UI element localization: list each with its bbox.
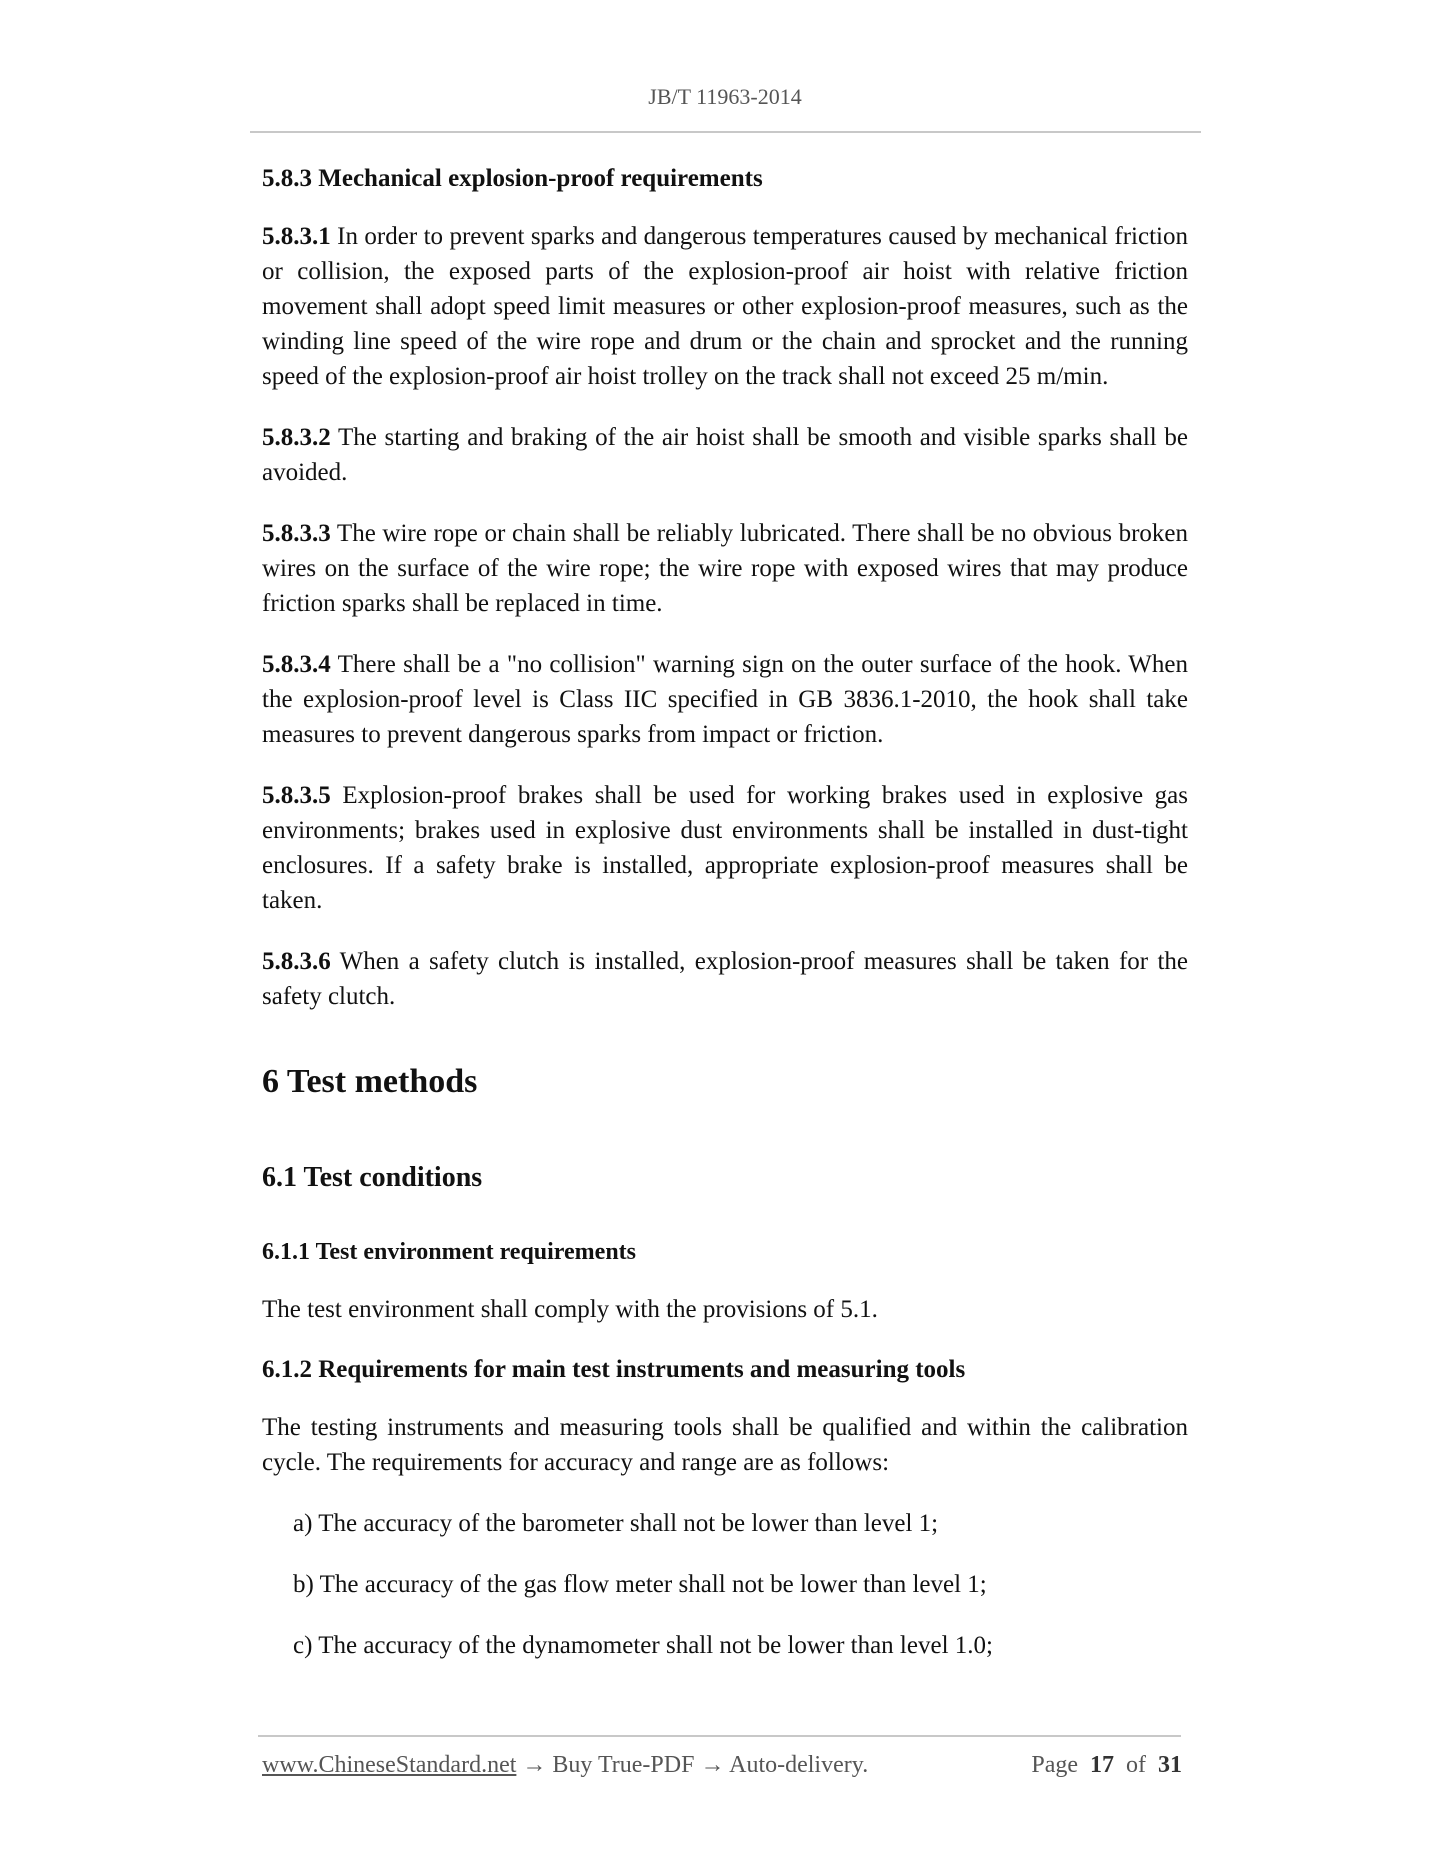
footer-divider — [258, 1735, 1181, 1737]
document-body — [262, 162, 1188, 1663]
list-item: c) The accuracy of the dynamometer shall not be lower than level 1.0; — [293, 1632, 993, 1659]
section-6-1-1-text: The test environment shall comply with the provisions of 5.1. — [262, 1296, 878, 1323]
page-number — [1031, 1752, 1182, 1779]
page-footer — [262, 1752, 1182, 1779]
section-6-1-2-title: 6.1.2 Requirements for main test instruments and measuring tools — [262, 1356, 966, 1383]
clause-text: There shall be a "no collision" warning sign on the outer surface of the hook. When the explosion-proof level is Class IIC specified in GB 3836.1-2010, the hook shall take measures to prevent dangerous sparks from impact or friction. — [262, 651, 1188, 748]
header-divider — [250, 131, 1201, 133]
clause-number: 5.8.3.6 — [262, 948, 331, 975]
clause-number: 5.8.3.2 — [262, 424, 331, 451]
clause-5-8-3-4 — [262, 647, 1188, 752]
clause-number: 5.8.3.3 — [262, 520, 331, 547]
page-label: Page — [1031, 1752, 1078, 1778]
section-5-8-3-title: 5.8.3 Mechanical explosion-proof requirements — [262, 165, 763, 192]
list-item: b) The accuracy of the gas flow meter shall not be lower than level 1; — [293, 1571, 987, 1598]
clause-text: When a safety clutch is installed, explosion-proof measures shall be taken for the safety clutch. — [262, 948, 1188, 1010]
clause-text: In order to prevent sparks and dangerous temperatures caused by mechanical friction or collision, the exposed parts of the explosion-proof air hoist with relative friction movement shall adopt speed limit measures or other explosion-proof measures, such as the winding line speed of the wire rope and drum or the chain and sprocket and the running speed of the explosion-proof air hoist trolley on the track shall not exceed 25 m/min. — [262, 223, 1188, 390]
clause-number: 5.8.3.5 — [262, 782, 331, 809]
clause-5-8-3-6 — [262, 944, 1188, 1014]
clause-text: Explosion-proof brakes shall be used for working brakes used in explosive gas environments; brakes used in explosive dust environments shall be installed in dust-tight enclosures. If a safety brake is installed, appropriate explosion-proof measures shall be taken. — [262, 782, 1188, 914]
footer-left — [262, 1752, 868, 1778]
clause-5-8-3-2 — [262, 420, 1188, 490]
section-6-1-1-title: 6.1.1 Test environment requirements — [262, 1239, 637, 1265]
document-header-id: JB/T 11963-2014 — [648, 84, 802, 109]
clause-5-8-3-3 — [262, 516, 1188, 621]
clause-5-8-3-5 — [262, 778, 1188, 918]
list-item: a) The accuracy of the barometer shall not be lower than level 1; — [293, 1510, 939, 1537]
footer-tagline: → Buy True-PDF → Auto-delivery. — [516, 1752, 869, 1778]
clause-text: The starting and braking of the air hoist shall be smooth and visible sparks shall be avoided. — [262, 424, 1188, 486]
clause-text: The wire rope or chain shall be reliably lubricated. There shall be no obvious broken wires on the surface of the wire rope; the wire rope with exposed wires that may produce friction sparks shall be replaced in time. — [262, 520, 1188, 617]
of-label: of — [1126, 1752, 1146, 1778]
clause-number: 5.8.3.1 — [262, 223, 331, 250]
clause-number: 5.8.3.4 — [262, 651, 331, 678]
clause-5-8-3-1 — [262, 219, 1188, 394]
site-link[interactable]: www.ChineseStandard.net — [262, 1752, 517, 1778]
section-6-title: 6 Test methods — [262, 1063, 478, 1100]
section-6-1-title: 6.1 Test conditions — [262, 1162, 483, 1193]
current-page: 17 — [1090, 1752, 1114, 1778]
total-pages: 31 — [1158, 1752, 1182, 1778]
section-6-1-2-text: The testing instruments and measuring tools shall be qualified and within the calibration cycle. The requirements for accuracy and range are as follows: — [262, 1414, 1188, 1476]
